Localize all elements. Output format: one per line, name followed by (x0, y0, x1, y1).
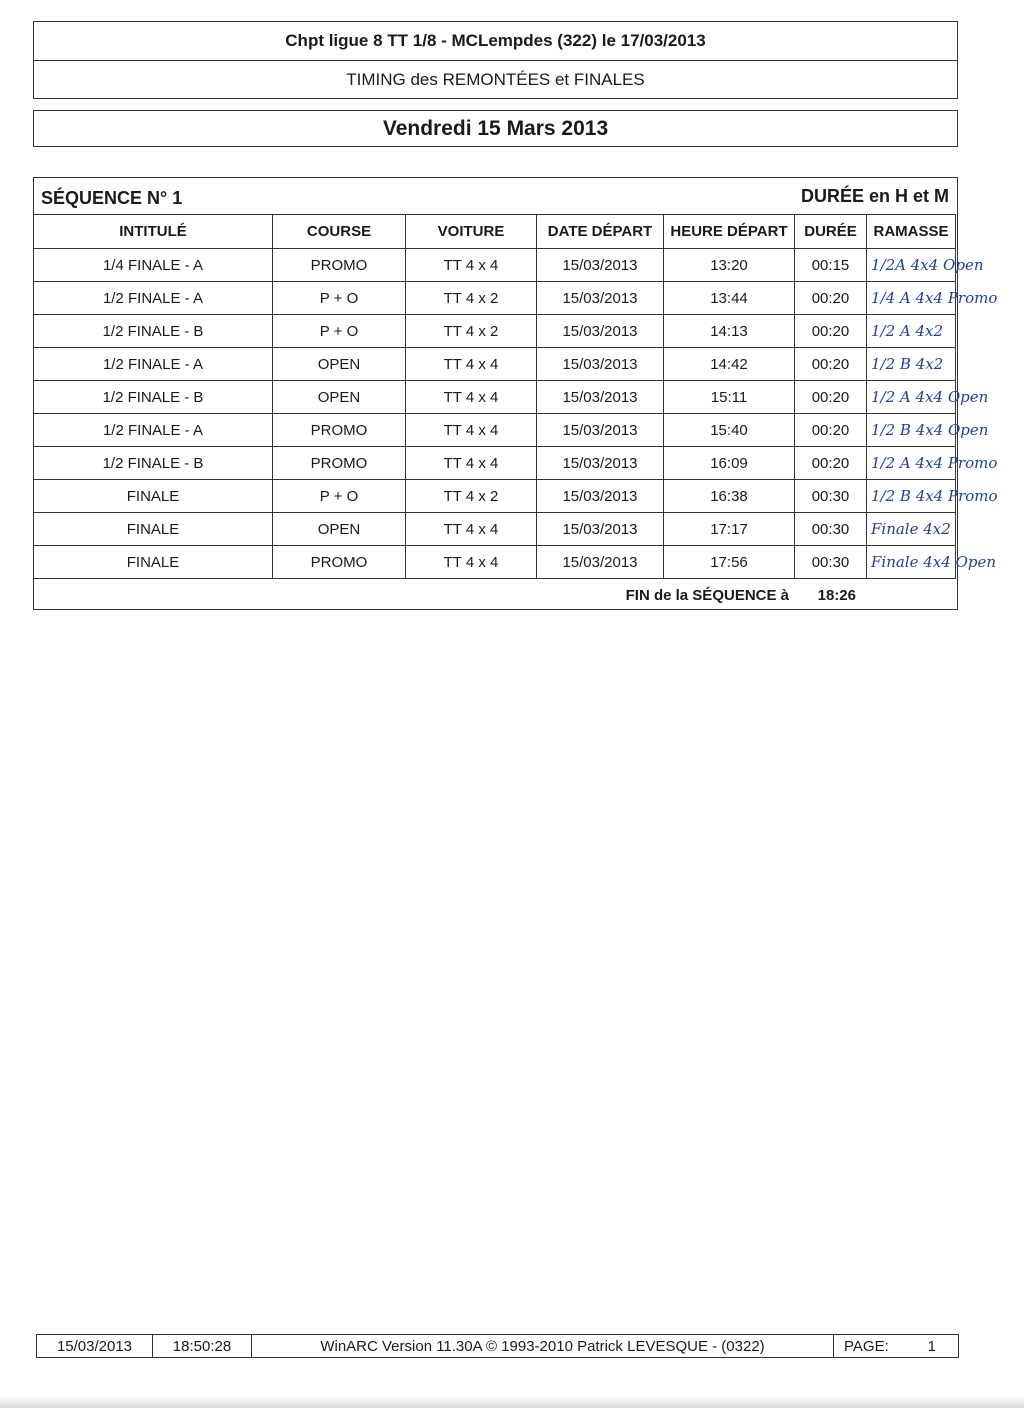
table-row (34, 513, 956, 546)
cell-date: 15/03/2013 (537, 513, 664, 546)
col-header-duree: DURÉE (795, 215, 867, 249)
sequence-header (34, 178, 957, 214)
cell-voiture: TT 4 x 4 (406, 249, 537, 282)
cell-heure: 17:56 (664, 546, 795, 579)
duration-label: DURÉE en H et M (800, 186, 949, 206)
cell-heure: 15:11 (664, 381, 795, 414)
table-row (34, 546, 956, 579)
cell-course: OPEN (273, 513, 406, 546)
cell-date: 15/03/2013 (537, 282, 664, 315)
cell-date: 15/03/2013 (537, 546, 664, 579)
cell-date: 15/03/2013 (537, 414, 664, 447)
cell-duree: 00:20 (795, 315, 867, 348)
cell-intitule: FINALE (34, 513, 273, 546)
cell-course: P + O (273, 315, 406, 348)
cell-heure: 13:20 (664, 249, 795, 282)
day-heading: Vendredi 15 Mars 2013 (33, 110, 958, 147)
cell-duree: 00:15 (795, 249, 867, 282)
cell-ramasse-handwritten: 1/2A 4x4 Open (867, 249, 956, 282)
table-row (34, 315, 956, 348)
cell-ramasse-handwritten: Finale 4x2 (867, 513, 956, 546)
cell-voiture: TT 4 x 4 (406, 381, 537, 414)
cell-voiture: TT 4 x 4 (406, 546, 537, 579)
cell-course: PROMO (273, 414, 406, 447)
cell-voiture: TT 4 x 4 (406, 513, 537, 546)
table-row (34, 381, 956, 414)
table-row (34, 348, 956, 381)
sequence-label: SÉQUENCE N° 1 (41, 188, 183, 208)
cell-voiture: TT 4 x 2 (406, 315, 537, 348)
cell-heure: 16:09 (664, 447, 795, 480)
cell-voiture: TT 4 x 2 (406, 480, 537, 513)
table-row (34, 414, 956, 447)
cell-course: P + O (273, 480, 406, 513)
timing-table (33, 214, 998, 579)
document-title: Chpt ligue 8 TT 1/8 - MCLempdes (322) le 17/03/2013 (34, 22, 957, 61)
table-row (34, 282, 956, 315)
cell-ramasse-handwritten: 1/2 A 4x2 (867, 315, 956, 348)
cell-ramasse-handwritten: 1/2 B 4x4 Promo (867, 480, 956, 513)
table-row (34, 249, 956, 282)
cell-voiture: TT 4 x 4 (406, 447, 537, 480)
sequence-end-row (34, 581, 957, 609)
cell-intitule: 1/4 FINALE - A (34, 249, 273, 282)
cell-course: OPEN (273, 381, 406, 414)
cell-intitule: 1/2 FINALE - A (34, 348, 273, 381)
table-header-row (34, 215, 956, 249)
col-header-ramasse: RAMASSE (867, 215, 956, 249)
cell-duree: 00:30 (795, 480, 867, 513)
cell-course: P + O (273, 282, 406, 315)
cell-heure: 14:13 (664, 315, 795, 348)
cell-ramasse-handwritten: 1/2 A 4x4 Promo (867, 447, 956, 480)
document-title-box (33, 21, 958, 99)
cell-date: 15/03/2013 (537, 447, 664, 480)
cell-intitule: 1/2 FINALE - B (34, 315, 273, 348)
cell-ramasse-handwritten: Finale 4x4 Open (867, 546, 956, 579)
cell-voiture: TT 4 x 4 (406, 414, 537, 447)
scan-edge-shadow (0, 1396, 1024, 1408)
cell-intitule: 1/2 FINALE - B (34, 381, 273, 414)
cell-heure: 16:38 (664, 480, 795, 513)
cell-voiture: TT 4 x 4 (406, 348, 537, 381)
cell-duree: 00:30 (795, 513, 867, 546)
cell-voiture: TT 4 x 2 (406, 282, 537, 315)
cell-heure: 15:40 (664, 414, 795, 447)
page-footer (36, 1334, 959, 1358)
table-row (34, 480, 956, 513)
footer-page (834, 1335, 958, 1357)
cell-duree: 00:20 (795, 282, 867, 315)
cell-course: PROMO (273, 546, 406, 579)
col-header-intitule: INTITULÉ (34, 215, 273, 249)
footer-version: WinARC Version 11.30A © 1993-2010 Patrick LEVESQUE - (0322) (252, 1335, 834, 1357)
col-header-voiture: VOITURE (406, 215, 537, 249)
cell-heure: 17:17 (664, 513, 795, 546)
table-row (34, 447, 956, 480)
cell-ramasse-handwritten: 1/2 A 4x4 Open (867, 381, 956, 414)
cell-date: 15/03/2013 (537, 315, 664, 348)
cell-date: 15/03/2013 (537, 480, 664, 513)
cell-duree: 00:20 (795, 414, 867, 447)
document-subtitle: TIMING des REMONTÉES et FINALES (346, 70, 645, 89)
cell-heure: 14:42 (664, 348, 795, 381)
footer-page-label: PAGE: (844, 1337, 889, 1355)
footer-page-number: 1 (927, 1337, 936, 1355)
cell-date: 15/03/2013 (537, 348, 664, 381)
footer-date: 15/03/2013 (37, 1335, 153, 1357)
cell-duree: 00:20 (795, 348, 867, 381)
sequence-end-time: 18:26 (817, 587, 856, 604)
cell-ramasse-handwritten: 1/2 B 4x2 (867, 348, 956, 381)
cell-date: 15/03/2013 (537, 381, 664, 414)
cell-course: OPEN (273, 348, 406, 381)
cell-duree: 00:20 (795, 381, 867, 414)
sequence-box (33, 177, 998, 610)
cell-course: PROMO (273, 249, 406, 282)
cell-date: 15/03/2013 (537, 249, 664, 282)
cell-intitule: 1/2 FINALE - A (34, 414, 273, 447)
cell-heure: 13:44 (664, 282, 795, 315)
cell-ramasse-handwritten: 1/4 A 4x4 Promo (867, 282, 956, 315)
sequence-end-label: FIN de la SÉQUENCE à (625, 587, 789, 604)
cell-duree: 00:30 (795, 546, 867, 579)
cell-duree: 00:20 (795, 447, 867, 480)
cell-intitule: 1/2 FINALE - B (34, 447, 273, 480)
cell-intitule: FINALE (34, 546, 273, 579)
cell-ramasse-handwritten: 1/2 B 4x4 Open (867, 414, 956, 447)
cell-intitule: 1/2 FINALE - A (34, 282, 273, 315)
cell-course: PROMO (273, 447, 406, 480)
footer-time: 18:50:28 (153, 1335, 252, 1357)
col-header-date: DATE DÉPART (537, 215, 664, 249)
col-header-heure: HEURE DÉPART (664, 215, 795, 249)
col-header-course: COURSE (273, 215, 406, 249)
cell-intitule: FINALE (34, 480, 273, 513)
